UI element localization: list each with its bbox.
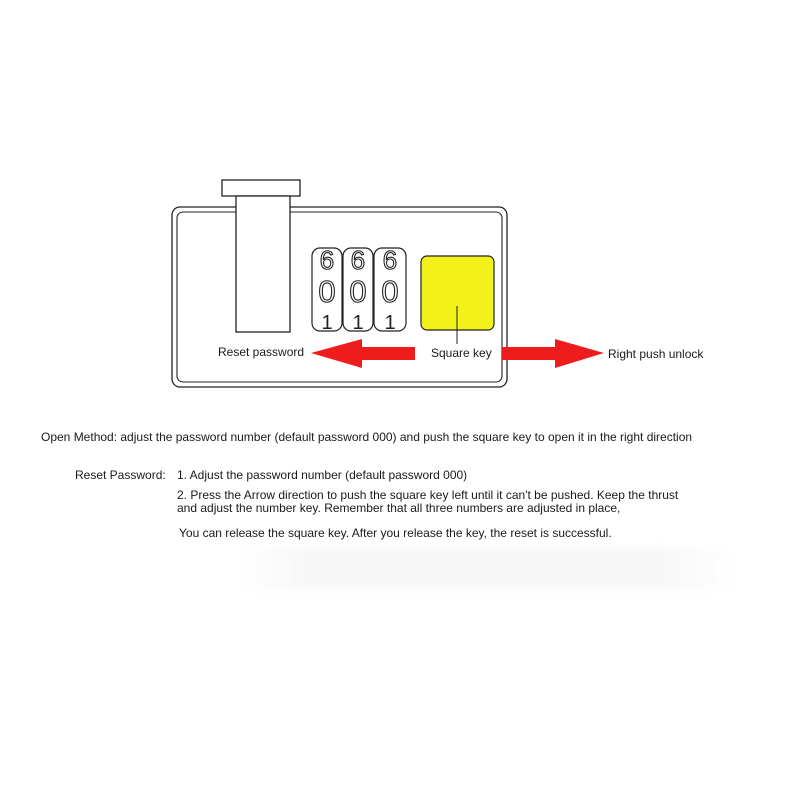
dial-1-middle-digit: 0: [318, 274, 336, 309]
dial-2-bottom-digit: 1: [352, 312, 364, 334]
faded-text-residue: [235, 548, 735, 590]
dial-3-top-digit: 9: [382, 245, 398, 275]
reset-password-title: Reset Password:: [75, 468, 166, 482]
shackle-bar: [236, 196, 290, 332]
dial-1-top-digit: 9: [319, 245, 335, 275]
reset-step-1: 1. Adjust the password number (default password 000): [177, 468, 468, 482]
reset-step-2-line-1: 2. Press the Arrow direction to push the square key left until it can't be pushed. Keep the thrust: [177, 488, 679, 502]
reset-step-2-line-2: and adjust the number key. Remember that all three numbers are adjusted in place,: [177, 501, 621, 515]
dial-2[interactable]: [343, 245, 373, 334]
dial-3[interactable]: [374, 245, 406, 334]
reset-step-3: You can release the square key. After you release the key, the reset is successful.: [179, 526, 612, 540]
open-method-text: Open Method: adjust the password number (default password 000) and push the square key to open it in the right direction: [41, 430, 693, 444]
reset-password-label: Reset password: [218, 345, 305, 359]
right-push-unlock-label: Right push unlock: [608, 347, 704, 361]
square-key-label: Square key: [431, 346, 492, 360]
dial-1-bottom-digit: 1: [321, 312, 333, 334]
right-arrow-icon: [502, 339, 604, 368]
dial-3-bottom-digit: 1: [384, 312, 396, 334]
dial-1[interactable]: [312, 245, 342, 334]
shackle-cap: [222, 180, 300, 196]
dial-2-top-digit: 9: [350, 245, 366, 275]
dial-2-middle-digit: 0: [349, 274, 367, 309]
dial-3-middle-digit: 0: [381, 274, 399, 309]
